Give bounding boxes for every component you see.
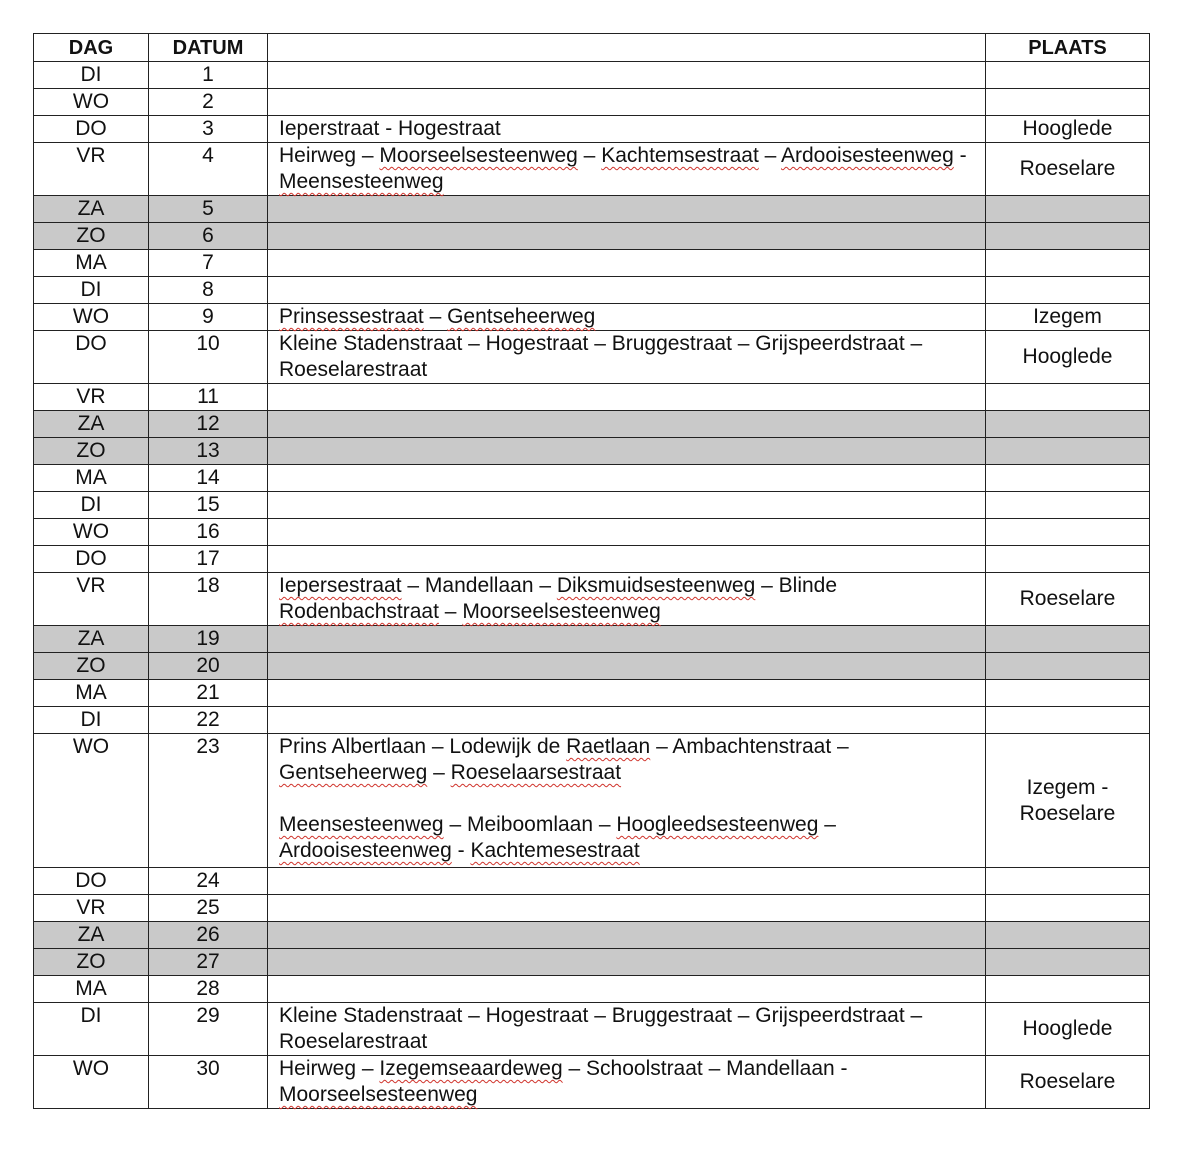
street-name-flagged: Gentseheerweg — [447, 305, 596, 328]
dag-cell: WO — [34, 519, 149, 546]
dag-cell: DI — [34, 1003, 149, 1056]
plaats-cell — [986, 223, 1150, 250]
table-row — [34, 277, 1150, 304]
datum-cell: 9 — [149, 304, 268, 331]
route-text: – — [577, 144, 602, 167]
route-text: – Schoolstraat – Mandellaan - — [562, 1057, 848, 1080]
dag-cell: DI — [34, 62, 149, 89]
table-row — [34, 143, 1150, 196]
schedule-body — [34, 62, 1150, 1109]
route-text: - — [451, 839, 471, 862]
street-name-flagged: Kachtemsestraat — [601, 144, 759, 167]
street-name-flagged: Moorseelsesteenweg — [462, 600, 661, 623]
street-name-flagged: Moorseelsesteenweg — [279, 1083, 478, 1106]
header-row — [34, 34, 1150, 62]
route-cell — [268, 653, 986, 680]
datum-cell: 7 — [149, 250, 268, 277]
street-name-flagged: Roeselaarsestraat — [450, 761, 622, 784]
dag-cell: DO — [34, 868, 149, 895]
dag-cell: VR — [34, 143, 149, 196]
route-text: Kleine Stadenstraat – Hogestraat – Bruggestraat – Grijspeerdstraat – Roeselarestraat — [279, 332, 923, 381]
table-row — [34, 519, 1150, 546]
table-row — [34, 707, 1150, 734]
datum-cell: 27 — [149, 949, 268, 976]
route-text: – — [427, 761, 451, 784]
datum-cell: 2 — [149, 89, 268, 116]
datum-cell: 18 — [149, 573, 268, 626]
plaats-cell: Hooglede — [986, 1003, 1150, 1056]
dag-cell: VR — [34, 384, 149, 411]
table-row — [34, 331, 1150, 384]
datum-cell: 3 — [149, 116, 268, 143]
route-cell — [268, 384, 986, 411]
table-row — [34, 949, 1150, 976]
route-text: – Blinde — [755, 574, 838, 597]
plaats-cell — [986, 895, 1150, 922]
plaats-cell — [986, 653, 1150, 680]
table-row — [34, 196, 1150, 223]
street-name-flagged: Moorseelsesteenweg — [379, 144, 578, 167]
route-cell — [268, 573, 986, 626]
datum-cell: 22 — [149, 707, 268, 734]
table-row — [34, 573, 1150, 626]
route-cell — [268, 277, 986, 304]
plaats-cell: Roeselare — [986, 573, 1150, 626]
dag-cell: WO — [34, 304, 149, 331]
datum-cell: 23 — [149, 734, 268, 868]
plaats-cell — [986, 277, 1150, 304]
plaats-cell — [986, 868, 1150, 895]
route-paragraph — [279, 573, 977, 625]
route-cell — [268, 196, 986, 223]
street-name-flagged: Diksmuidsesteenweg — [556, 574, 756, 597]
table-row — [34, 250, 1150, 277]
street-name-flagged: Izegemseaardeweg — [379, 1057, 563, 1080]
dag-cell: ZA — [34, 196, 149, 223]
dag-cell: DO — [34, 546, 149, 573]
datum-cell: 30 — [149, 1056, 268, 1109]
dag-cell: DI — [34, 492, 149, 519]
header-plaats: PLAATS — [986, 34, 1150, 62]
plaats-cell — [986, 707, 1150, 734]
table-row — [34, 384, 1150, 411]
route-cell — [268, 707, 986, 734]
route-cell — [268, 922, 986, 949]
datum-cell: 21 — [149, 680, 268, 707]
datum-cell: 19 — [149, 626, 268, 653]
street-name-flagged: Ardooisesteenweg — [279, 839, 452, 862]
route-text: – Meiboomlaan – — [443, 813, 617, 836]
route-text: – — [423, 305, 448, 328]
table-row — [34, 304, 1150, 331]
datum-cell: 11 — [149, 384, 268, 411]
street-name-flagged: Meensesteenweg — [279, 170, 444, 193]
street-name-flagged: Ardooisesteenweg — [780, 144, 954, 167]
table-row — [34, 922, 1150, 949]
plaats-cell: Hooglede — [986, 331, 1150, 384]
dag-cell: VR — [34, 895, 149, 922]
plaats-cell — [986, 626, 1150, 653]
dag-cell: ZA — [34, 411, 149, 438]
route-cell — [268, 546, 986, 573]
dag-cell: ZO — [34, 949, 149, 976]
route-cell — [268, 438, 986, 465]
table-row — [34, 1056, 1150, 1109]
datum-cell: 25 — [149, 895, 268, 922]
route-cell — [268, 250, 986, 277]
plaats-cell — [986, 196, 1150, 223]
dag-cell: MA — [34, 465, 149, 492]
street-name-flagged: Prinsessestraat — [279, 305, 424, 328]
route-cell — [268, 465, 986, 492]
route-paragraph — [279, 143, 977, 195]
dag-cell: DI — [34, 707, 149, 734]
route-cell — [268, 331, 986, 384]
route-cell — [268, 680, 986, 707]
header-dag: DAG — [34, 34, 149, 62]
dag-cell: MA — [34, 976, 149, 1003]
table-row — [34, 62, 1150, 89]
table-row — [34, 734, 1150, 868]
route-cell — [268, 62, 986, 89]
route-text: - — [953, 144, 967, 167]
plaats-cell — [986, 976, 1150, 1003]
dag-cell: DI — [34, 277, 149, 304]
route-text: Heirweg – — [279, 144, 380, 167]
plaats-cell — [986, 680, 1150, 707]
table-row — [34, 223, 1150, 250]
street-name-flagged: Kachtemesestraat — [470, 839, 640, 862]
datum-cell: 26 — [149, 922, 268, 949]
route-cell — [268, 976, 986, 1003]
dag-cell: ZA — [34, 626, 149, 653]
street-name-flagged: Hoogleedsesteenweg — [616, 813, 819, 836]
plaats-cell: Izegem - Roeselare — [986, 734, 1150, 868]
datum-cell: 6 — [149, 223, 268, 250]
plaats-cell — [986, 546, 1150, 573]
table-row — [34, 89, 1150, 116]
route-text: – — [818, 813, 836, 836]
plaats-cell — [986, 519, 1150, 546]
schedule-table — [33, 33, 1150, 1109]
plaats-cell — [986, 250, 1150, 277]
street-name-flagged: Raetlaan — [566, 735, 651, 758]
datum-cell: 4 — [149, 143, 268, 196]
datum-cell: 29 — [149, 1003, 268, 1056]
route-cell — [268, 1056, 986, 1109]
table-row — [34, 438, 1150, 465]
plaats-cell: Roeselare — [986, 143, 1150, 196]
plaats-cell — [986, 465, 1150, 492]
dag-cell: ZA — [34, 922, 149, 949]
datum-cell: 10 — [149, 331, 268, 384]
route-text: – Mandellaan – — [401, 574, 557, 597]
dag-cell: WO — [34, 1056, 149, 1109]
route-cell — [268, 949, 986, 976]
datum-cell: 17 — [149, 546, 268, 573]
table-row — [34, 492, 1150, 519]
route-cell — [268, 868, 986, 895]
route-text: – Ambachtenstraat – — [650, 735, 849, 758]
table-row — [34, 1003, 1150, 1056]
table-row — [34, 653, 1150, 680]
dag-cell: ZO — [34, 223, 149, 250]
dag-cell: VR — [34, 573, 149, 626]
street-name-flagged: Gentseheerweg — [279, 761, 428, 784]
dag-cell: WO — [34, 734, 149, 868]
datum-cell: 1 — [149, 62, 268, 89]
dag-cell: MA — [34, 250, 149, 277]
street-name-flagged: Rodenbachstraat — [279, 600, 439, 623]
street-name-flagged: Meensesteenweg — [279, 813, 444, 836]
route-cell — [268, 304, 986, 331]
street-name-flagged: Iepersestraat — [279, 574, 402, 597]
datum-cell: 16 — [149, 519, 268, 546]
datum-cell: 24 — [149, 868, 268, 895]
table-row — [34, 626, 1150, 653]
plaats-cell — [986, 411, 1150, 438]
route-text: Ieperstraat - Hogestraat — [279, 117, 501, 140]
plaats-cell — [986, 384, 1150, 411]
plaats-cell — [986, 949, 1150, 976]
route-paragraph — [279, 1056, 977, 1108]
datum-cell: 12 — [149, 411, 268, 438]
route-text: Kleine Stadenstraat – Hogestraat – Bruggestraat – Grijspeerdstraat – Roeselarestraat — [279, 1004, 923, 1053]
datum-cell: 15 — [149, 492, 268, 519]
plaats-cell — [986, 62, 1150, 89]
route-cell — [268, 895, 986, 922]
datum-cell: 14 — [149, 465, 268, 492]
table-row — [34, 411, 1150, 438]
route-paragraph — [279, 734, 977, 786]
route-cell — [268, 626, 986, 653]
dag-cell: WO — [34, 89, 149, 116]
plaats-cell — [986, 438, 1150, 465]
table-row — [34, 116, 1150, 143]
plaats-cell: Roeselare — [986, 1056, 1150, 1109]
header-datum: DATUM — [149, 34, 268, 62]
table-row — [34, 680, 1150, 707]
route-paragraph — [279, 116, 977, 142]
table-row — [34, 465, 1150, 492]
dag-cell: MA — [34, 680, 149, 707]
datum-cell: 5 — [149, 196, 268, 223]
route-cell — [268, 1003, 986, 1056]
plaats-cell — [986, 492, 1150, 519]
route-cell — [268, 411, 986, 438]
dag-cell: DO — [34, 116, 149, 143]
header-route — [268, 34, 986, 62]
route-paragraph — [279, 304, 977, 330]
table-row — [34, 868, 1150, 895]
datum-cell: 20 — [149, 653, 268, 680]
plaats-cell: Izegem — [986, 304, 1150, 331]
datum-cell: 8 — [149, 277, 268, 304]
dag-cell: ZO — [34, 653, 149, 680]
route-text: Prins Albertlaan – Lodewijk de — [279, 735, 567, 758]
route-paragraph — [279, 812, 977, 864]
table-row — [34, 895, 1150, 922]
datum-cell: 28 — [149, 976, 268, 1003]
route-cell — [268, 492, 986, 519]
table-row — [34, 976, 1150, 1003]
route-cell — [268, 89, 986, 116]
route-text: – — [758, 144, 781, 167]
plaats-cell — [986, 89, 1150, 116]
datum-cell: 13 — [149, 438, 268, 465]
dag-cell: DO — [34, 331, 149, 384]
route-text: – — [438, 600, 463, 623]
route-text: Heirweg – — [279, 1057, 380, 1080]
route-paragraph — [279, 1003, 977, 1055]
route-cell — [268, 143, 986, 196]
route-cell — [268, 519, 986, 546]
plaats-cell: Hooglede — [986, 116, 1150, 143]
route-paragraph — [279, 331, 977, 383]
dag-cell: ZO — [34, 438, 149, 465]
plaats-cell — [986, 922, 1150, 949]
route-cell — [268, 734, 986, 868]
route-cell — [268, 223, 986, 250]
table-row — [34, 546, 1150, 573]
route-cell — [268, 116, 986, 143]
